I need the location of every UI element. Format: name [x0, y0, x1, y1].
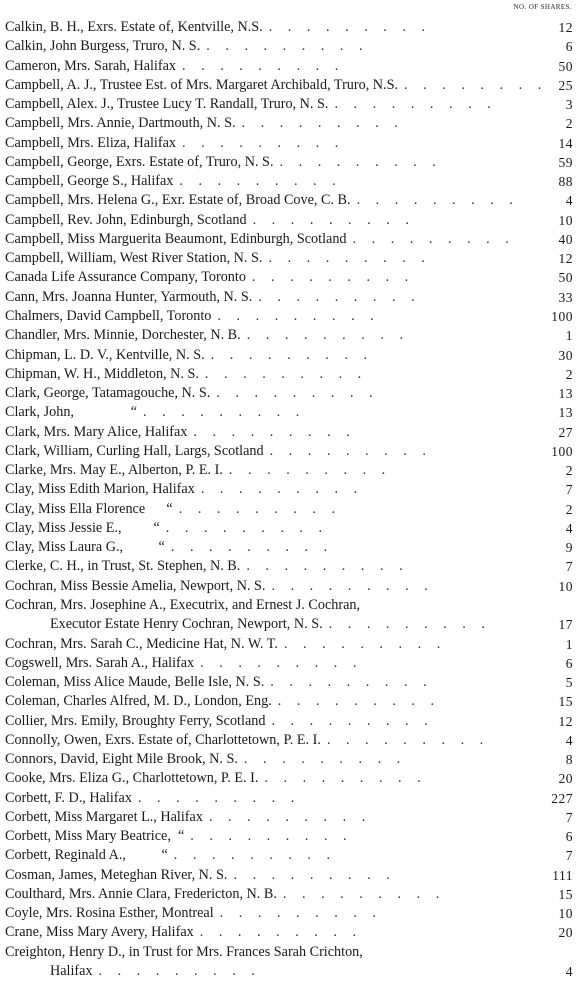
shareholder-name — [5, 480, 550, 499]
dot-leader: . . . . . . . . . — [258, 288, 421, 305]
share-count: 20 — [558, 925, 573, 941]
dot-leader: . . . . . . . . . — [279, 153, 442, 170]
shareholder-name-line: Cann, Mrs. Joanna Hunter, Yarmouth, N. S. — [5, 288, 253, 305]
shareholder-name-line: Chalmers, David Campbell, Toronto — [5, 307, 212, 324]
shareholder-name — [5, 943, 550, 981]
shareholder-row — [0, 57, 580, 76]
dot-leader: . . . . . . . . . — [252, 211, 415, 228]
dot-leader: . . . . . . . . . — [269, 442, 432, 459]
shareholder-name — [5, 673, 550, 692]
shareholder-name — [5, 904, 550, 923]
dot-leader: . . . . . . . . . — [143, 404, 306, 421]
shareholder-row — [0, 384, 580, 403]
shareholder-name — [5, 134, 550, 153]
dot-leader: . . . . . . . . . — [179, 173, 342, 190]
share-count: 7 — [565, 559, 573, 575]
share-count: 4 — [565, 732, 573, 748]
shareholder-row — [0, 789, 580, 808]
shareholder-name-line: Clark, John, “ — [5, 404, 138, 421]
share-count: 17 — [558, 617, 573, 633]
dot-leader: . . . . . . . . . — [206, 38, 369, 55]
share-count: 12 — [558, 713, 573, 729]
dot-leader: . . . . . . . . . — [210, 346, 373, 363]
shareholder-name — [5, 172, 550, 191]
shareholder-list — [0, 18, 580, 981]
shares-column-header: NO. OF SHARES. — [513, 3, 572, 11]
dot-leader: . . . . . . . . . — [268, 19, 432, 35]
dot-leader: . . . . . . . . . — [199, 924, 363, 941]
share-count: 3 — [565, 97, 573, 113]
shareholder-row — [0, 673, 580, 692]
shareholder-name-line: Clay, Miss Jessie E., “ — [5, 519, 160, 536]
share-count: 15 — [558, 886, 573, 902]
shareholder-row — [0, 461, 580, 480]
shareholder-row — [0, 307, 580, 326]
shareholder-row — [0, 885, 580, 904]
shareholder-name-line: Cosman, James, Meteghan River, N. S. — [5, 866, 228, 883]
dot-leader: . . . . . . . . . — [283, 635, 447, 652]
share-count: 111 — [552, 867, 573, 883]
dot-leader: . . . . . . . . . — [178, 500, 342, 517]
dot-leader: . . . . . . . . . — [137, 789, 301, 806]
shareholder-name-line: Clark, Mrs. Mary Alice, Halifax — [5, 423, 188, 440]
dot-leader: . . . . . . . . . — [270, 674, 433, 691]
shareholder-row — [0, 211, 580, 230]
dot-leader: . . . . . . . . . — [182, 57, 345, 74]
shareholder-name-line: Campbell, Rev. John, Edinburgh, Scotland — [5, 211, 247, 228]
dot-leader: . . . . . . . . . — [200, 481, 364, 498]
shareholder-name-line: Clarke, Mrs. May E., Alberton, P. E. I. — [5, 462, 223, 479]
shareholder-name-line: Campbell, Mrs. Helena G., Exr. Estate of, Broad Cove, C. B. — [5, 192, 351, 209]
shareholder-name-line: Chipman, L. D. V., Kentville, N. S. — [5, 346, 205, 363]
shareholder-name — [5, 808, 550, 827]
shareholder-row — [0, 403, 580, 422]
shareholder-name — [5, 18, 550, 37]
shareholder-name-continuation: Executor Estate Henry Cochran, Newport, N. S. . . . . . . . . . — [5, 615, 550, 634]
shareholder-name — [5, 307, 550, 326]
share-count: 20 — [558, 771, 573, 787]
share-count: 88 — [558, 174, 573, 190]
dot-leader: . . . . . . . . . — [216, 385, 379, 402]
shareholder-name-line: Canada Life Assurance Company, Toronto — [5, 269, 246, 286]
shareholder-name — [5, 57, 550, 76]
share-count: 1 — [565, 636, 573, 652]
dot-leader: . . . . . . . . . — [246, 327, 409, 344]
dot-leader: . . . . . . . . . — [200, 654, 363, 671]
dot-leader: . . . . . . . . . — [241, 115, 404, 132]
shareholder-name-line: Campbell, A. J., Trustee Est. of Mrs. Margaret Archibald, Truro, N.S. — [5, 76, 399, 93]
shareholder-name-line: Cochran, Mrs. Sarah C., Medicine Hat, N. W. T. — [5, 635, 278, 652]
shareholder-row — [0, 538, 580, 557]
shareholder-row — [0, 423, 580, 442]
shareholder-row — [0, 923, 580, 942]
share-count: 12 — [558, 251, 573, 267]
shareholder-name — [5, 538, 550, 557]
share-count: 2 — [565, 366, 573, 382]
share-count: 5 — [565, 675, 573, 691]
shareholder-name — [5, 635, 550, 654]
shareholder-row — [0, 114, 580, 133]
shareholder-name-line: Clay, Miss Edith Marion, Halifax — [5, 481, 195, 498]
share-count: 12 — [558, 20, 573, 35]
shareholder-name-line: Calkin, B. H., Exrs. Estate of, Kentville, N.S. — [5, 19, 263, 35]
shareholder-name — [5, 654, 550, 673]
share-count: 10 — [558, 578, 573, 594]
shareholder-name — [5, 211, 550, 230]
shareholder-name-line: Cochran, Miss Bessie Amelia, Newport, N. S. — [5, 577, 266, 594]
share-count: 8 — [565, 752, 573, 768]
shareholder-name — [5, 268, 550, 287]
shareholder-row — [0, 519, 580, 538]
shareholder-row — [0, 288, 580, 307]
shareholder-name — [5, 712, 550, 731]
shareholder-name-continuation: Halifax . . . . . . . . . — [5, 962, 550, 981]
shareholder-row — [0, 480, 580, 499]
shareholder-name-line: Campbell, Alex. J., Trustee Lucy T. Randall, Truro, N. S. — [5, 96, 329, 113]
dot-leader: . . . . . . . . . — [98, 963, 261, 980]
shareholder-name — [5, 500, 550, 519]
shareholder-row — [0, 268, 580, 287]
dot-leader: . . . . . . . . . — [264, 770, 427, 787]
shareholder-name-line: Campbell, William, West River Station, N. S. — [5, 250, 263, 267]
shareholder-row — [0, 904, 580, 923]
shareholder-row — [0, 500, 580, 519]
shareholder-row — [0, 191, 580, 210]
share-count: 59 — [558, 154, 573, 170]
shareholder-row — [0, 346, 580, 365]
dot-leader: . . . . . . . . . — [328, 616, 491, 633]
share-count: 10 — [558, 906, 573, 922]
shareholder-row — [0, 230, 580, 249]
share-count: 50 — [558, 58, 573, 74]
shareholder-row — [0, 866, 580, 885]
shareholder-name — [5, 423, 550, 442]
shareholder-row — [0, 326, 580, 345]
dot-leader: . . . . . . . . . — [208, 808, 372, 825]
shareholder-name-line: Cameron, Mrs. Sarah, Halifax — [5, 57, 176, 74]
dot-leader: . . . . . . . . . — [352, 230, 515, 247]
shareholder-name — [5, 596, 550, 635]
share-count: 9 — [565, 540, 573, 556]
dot-leader: . . . . . . . . . — [251, 269, 415, 286]
share-count: 6 — [565, 829, 573, 845]
shareholder-name-line: Calkin, John Burgess, Truro, N. S. — [5, 38, 201, 55]
shareholder-name-line: Crane, Miss Mary Avery, Halifax — [5, 924, 194, 941]
shareholder-row — [0, 712, 580, 731]
share-count: 30 — [558, 347, 573, 363]
shareholder-name-line: Corbett, Miss Mary Beatrice, “ — [5, 828, 185, 845]
shareholder-name — [5, 557, 550, 576]
share-count: 25 — [558, 77, 573, 93]
dot-leader: . . . . . . . . . — [271, 712, 434, 729]
shareholder-name-line: Campbell, Mrs. Eliza, Halifax — [5, 134, 176, 151]
share-count: 15 — [558, 694, 573, 710]
shareholder-name — [5, 769, 550, 788]
shareholder-row — [0, 654, 580, 673]
shareholder-name-line: Corbett, F. D., Halifax — [5, 789, 132, 806]
share-count: 27 — [558, 424, 573, 440]
shareholder-row — [0, 37, 580, 56]
shareholder-name-line: Connolly, Owen, Exrs. Estate of, Charlottetown, P. E. I. — [5, 731, 321, 748]
shareholder-name — [5, 153, 550, 172]
shareholder-name — [5, 692, 550, 711]
share-count: 7 — [565, 482, 573, 498]
shareholder-name-line: Clay, Miss Laura G., “ — [5, 539, 165, 556]
dot-leader: . . . . . . . . — [404, 76, 548, 93]
dot-leader: . . . . . . . . . — [243, 751, 407, 768]
dot-leader: . . . . . . . . . — [165, 519, 329, 536]
share-count: 13 — [558, 405, 573, 421]
dot-leader: . . . . . . . . . — [268, 250, 431, 267]
shareholder-name-line: Chipman, W. H., Middleton, N. S. — [5, 365, 199, 382]
shareholder-name-line: Cochran, Mrs. Josephine A., Executrix, and Ernest J. Cochran, — [5, 596, 361, 613]
shareholder-row — [0, 134, 580, 153]
share-count: 100 — [551, 308, 573, 324]
shareholder-name — [5, 95, 550, 114]
shareholder-name — [5, 249, 550, 268]
dot-leader: . . . . . . . . . — [233, 866, 396, 883]
dot-leader: . . . . . . . . . — [282, 885, 446, 902]
dot-leader: . . . . . . . . . — [190, 828, 353, 845]
shareholder-row — [0, 635, 580, 654]
shareholder-row — [0, 827, 580, 846]
shareholder-name — [5, 37, 550, 56]
shareholder-row — [0, 557, 580, 576]
share-count: 2 — [565, 116, 573, 132]
shareholder-name-line: Corbett, Miss Margaret L., Halifax — [5, 808, 203, 825]
share-count: 2 — [565, 501, 573, 517]
dot-leader: . . . . . . . . . — [356, 192, 519, 209]
shareholder-name — [5, 191, 550, 210]
dot-leader: . . . . . . . . . — [193, 423, 356, 440]
shareholder-row — [0, 731, 580, 750]
share-count: 4 — [565, 193, 573, 209]
share-count: 33 — [558, 289, 573, 305]
shareholder-name — [5, 230, 550, 249]
shareholder-row — [0, 692, 580, 711]
shareholder-name — [5, 384, 550, 403]
share-count: 1 — [565, 328, 573, 344]
shareholder-name — [5, 885, 550, 904]
shareholder-name-line: Cooke, Mrs. Eliza G., Charlottetown, P. E. I. — [5, 770, 259, 787]
share-count: 50 — [558, 270, 573, 286]
shareholder-name — [5, 288, 550, 307]
dot-leader: . . . . . . . . . — [217, 307, 380, 324]
shareholder-name-line: Clay, Miss Ella Florence “ — [5, 500, 173, 517]
shareholder-name — [5, 442, 550, 461]
share-count: 7 — [565, 848, 573, 864]
shareholder-name — [5, 577, 550, 596]
shareholder-name-line: Chandler, Mrs. Minnie, Dorchester, N. B. — [5, 327, 241, 344]
shareholder-name-line: Campbell, Mrs. Annie, Dartmouth, N. S. — [5, 115, 236, 132]
shareholder-name-line: Campbell, Miss Marguerita Beaumont, Edinburgh, Scotland — [5, 230, 347, 247]
shareholder-name — [5, 789, 550, 808]
shareholder-name-line: Clark, George, Tatamagouche, N. S. — [5, 385, 211, 402]
shareholder-name-line: Collier, Mrs. Emily, Broughty Ferry, Scotland — [5, 712, 266, 729]
dot-leader: . . . . . . . . . — [228, 462, 392, 479]
shareholder-name — [5, 365, 550, 384]
share-count: 6 — [565, 39, 573, 55]
shareholder-row — [0, 76, 580, 95]
shareholder-name-line: Coulthard, Mrs. Annie Clara, Fredericton, N. B. — [5, 885, 277, 902]
shareholder-name — [5, 827, 550, 846]
dot-leader: . . . . . . . . . — [182, 134, 345, 151]
shareholder-name-line: Clark, William, Curling Hall, Largs, Scotland — [5, 442, 264, 459]
share-count: 13 — [558, 386, 573, 402]
shareholder-row — [0, 172, 580, 191]
dot-leader: . . . . . . . . . — [173, 847, 337, 864]
shareholder-row — [0, 943, 580, 981]
share-count: 6 — [565, 655, 573, 671]
shareholder-name-line: Coleman, Charles Alfred, M. D., London, Eng. — [5, 693, 272, 710]
shareholder-row — [0, 596, 580, 635]
shareholder-name — [5, 923, 550, 942]
shareholder-name-line: Coleman, Miss Alice Maude, Belle Isle, N. S. — [5, 674, 265, 691]
shareholder-row — [0, 769, 580, 788]
shareholder-name — [5, 731, 550, 750]
share-count: 100 — [551, 443, 573, 459]
dot-leader: . . . . . . . . . — [204, 365, 368, 382]
share-count: 227 — [551, 790, 573, 806]
dot-leader: . . . . . . . . . — [219, 905, 382, 922]
share-count: 10 — [558, 212, 573, 228]
shareholder-row — [0, 808, 580, 827]
shareholder-name-line: Campbell, George S., Halifax — [5, 173, 174, 190]
shareholder-name — [5, 846, 550, 865]
shareholder-name-line: Corbett, Reginald A., “ — [5, 847, 168, 864]
shareholder-name — [5, 461, 550, 480]
dot-leader: . . . . . . . . . — [334, 96, 497, 113]
shareholder-name — [5, 114, 550, 133]
shareholder-name-line: Cogswell, Mrs. Sarah A., Halifax — [5, 654, 195, 671]
shareholder-name — [5, 326, 550, 345]
dot-leader: . . . . . . . . . — [271, 577, 434, 594]
shareholder-name — [5, 750, 550, 769]
shareholder-row — [0, 249, 580, 268]
share-count: 14 — [558, 135, 573, 151]
dot-leader: . . . . . . . . . — [326, 731, 490, 748]
share-count: 2 — [565, 463, 573, 479]
shareholder-name — [5, 346, 550, 365]
shareholder-row — [0, 750, 580, 769]
shareholder-name-line: Clerke, C. H., in Trust, St. Stephen, N. B. — [5, 558, 241, 575]
shareholder-name — [5, 866, 550, 885]
share-count: 4 — [565, 964, 573, 980]
share-count: 7 — [565, 809, 573, 825]
shareholder-row — [0, 442, 580, 461]
dot-leader: . . . . . . . . . — [277, 693, 441, 710]
shareholder-row — [0, 153, 580, 172]
shareholder-row — [0, 18, 580, 37]
dot-leader: . . . . . . . . . — [170, 539, 334, 556]
dot-leader: . . . . . . . . . — [246, 558, 409, 575]
shareholder-name — [5, 76, 550, 95]
share-count: 4 — [565, 520, 573, 536]
shareholder-row — [0, 95, 580, 114]
shareholder-name-line: Campbell, George, Exrs. Estate of, Truro, N. S. — [5, 153, 274, 170]
shareholder-name-line: Creighton, Henry D., in Trust for Mrs. Frances Sarah Crichton, — [5, 943, 363, 960]
shareholder-row — [0, 846, 580, 865]
shareholder-row — [0, 365, 580, 384]
shareholder-name — [5, 519, 550, 538]
shareholder-name — [5, 403, 550, 422]
shareholder-name-line: Coyle, Mrs. Rosina Esther, Montreal — [5, 905, 214, 922]
share-count: 40 — [558, 231, 573, 247]
shareholder-row — [0, 577, 580, 596]
shareholder-name-line: Connors, David, Eight Mile Brook, N. S. — [5, 751, 238, 768]
